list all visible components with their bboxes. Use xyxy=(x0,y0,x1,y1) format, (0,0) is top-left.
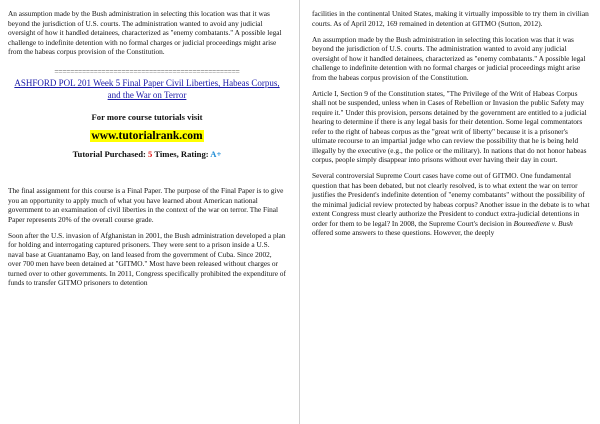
purchased-prefix: Tutorial Purchased: xyxy=(72,149,149,159)
paragraph-4-end: offered some answers to these questions. However, the deeply xyxy=(312,228,495,237)
left-paragraph-2: The final assignment for this course is a Final Paper. The purpose of the Final Paper is to give you an opportunity to apply much of what you have learned about American national government to an examination of civil liberties in the context of the war on terror. The Final Paper represents 20% of the overall course grade. xyxy=(8,186,284,224)
purchased-count: 5 xyxy=(148,149,153,159)
right-paragraph-3: Article I, Section 9 of the Constitution states, "The Privilege of the Writ of Habeas Corpus shall not be suspended, unless when in Cases of Rebellion or Invasion the public Safety may require it." Under this provision, persons detained by the government are entitled to a judicial hearing to determine if there is any legal basis for their detention. Some legal commentators refer to the right of habeas corpus as the "great writ of liberty" because it is a prisoner's ultimate recourse to an impartial judge who can review the possibility that he is being held illegally by the executive (e.g., the police or the military). In nations that do not honor habeas corpus, people simply disappear into prisons without ever having their day in court. xyxy=(312,88,587,164)
purchased-mid: Times, Rating: xyxy=(152,149,211,159)
separator-line: =============================================== xyxy=(54,66,240,76)
visit-label: For more course tutorials visit xyxy=(91,112,203,122)
right-paragraph-4 xyxy=(312,171,591,238)
left-paragraph-3: Soon after the U.S. invasion of Afghanistan in 2001, the Bush administration developed a plan for holding and interrogating captured prisoners. They were sent to a prison inside a U.S. naval base at Guantanamo Bay, on land leased from the government of Cuba. Since 2002, over 700 men have been detained at "GITMO." Most have been released without charges or turned over to other governments. In 2011, Congress specifically prohibited the expenditure of funds to transfer GITMO prisoners to detention xyxy=(8,230,286,287)
rating-value: A+ xyxy=(210,149,222,159)
paper-title-link[interactable]: ASHFORD POL 201 Week 5 Final Paper Civil Liberties, Habeas Corpus, and the War on Terror xyxy=(14,78,280,100)
right-paragraph-2: An assumption made by the Bush administration in selecting this location was that it was beyond the jurisdiction of U.S. courts. The administration wanted to avoid any judicial oversight of how it handled detainees, characterized as "enemy combatants." A possible legal challenge to indefinite detention with no formal charges or judicial proceedings might arise from the habeas corpus provision of the Constitution. xyxy=(312,34,586,82)
right-page xyxy=(300,0,600,424)
site-url[interactable]: www.tutorialrank.com xyxy=(91,130,203,142)
case-name: Boumediene v. Bush xyxy=(513,218,573,228)
site-link[interactable] xyxy=(8,129,286,143)
paragraph-4-start: Several controversial Supreme Court cases have come out of GITMO. One fundamental question that has been debated, but not clearly resolved, is to what extent the war on terror justifies the President's indefinite detention of "enemy combatants" without the possibility of the minimal judicial review protected by habeas corpus? Another issue in the debate is to what extent Congress must clearly authorize the President to conduct extra-judicial detentions in order for them to be legal? In 2008, the Supreme Court's decision in xyxy=(312,171,590,228)
purchase-info xyxy=(8,149,286,160)
left-paragraph-1: An assumption made by the Bush administration in selecting this location was that it was beyond the jurisdiction of U.S. courts. The administration wanted to avoid any judicial oversight of how it handled detainees, characterized as "enemy combatants." A possible legal challenge to indefinite detention with no formal charges or judicial proceedings might arise from the habeas corpus provision of the Constitution. xyxy=(8,9,282,56)
right-paragraph-1: facilities in the continental United States, making it virtually impossible to try them in civilian courts. As of April 2012, 169 remained in detention at GITMO (Sutton, 2012). xyxy=(312,9,589,28)
